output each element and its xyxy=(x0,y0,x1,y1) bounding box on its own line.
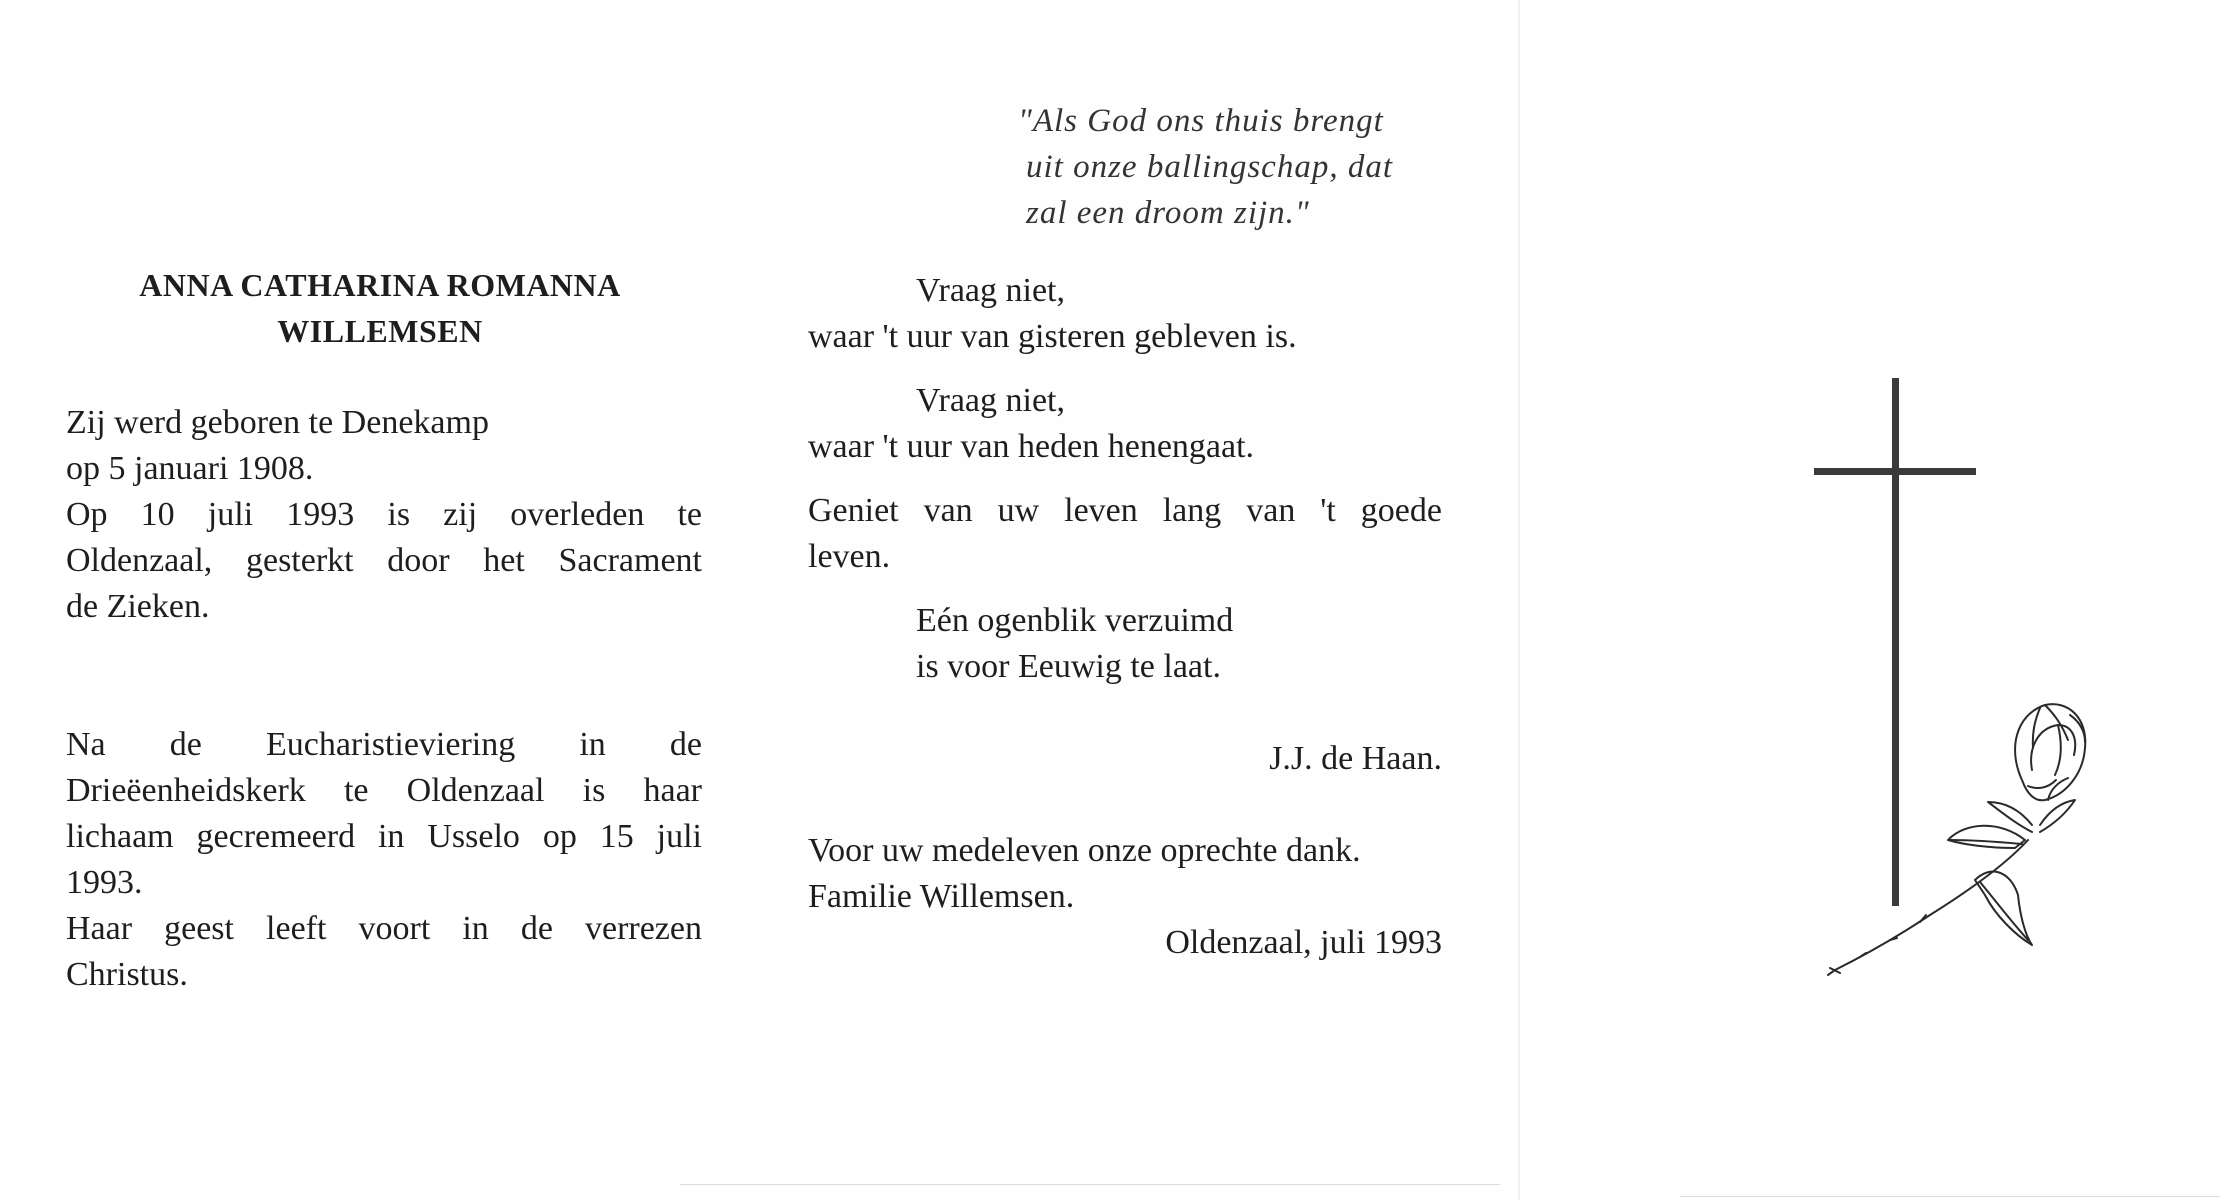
cremation-line1: Na de Eucharistieviering in de xyxy=(66,726,702,763)
birth-line2: op 5 januari 1908. xyxy=(66,450,314,487)
poem-stanza1-line1: Vraag niet, xyxy=(916,272,1065,309)
thanks-line1: Voor uw medeleven onze oprechte dank. xyxy=(808,832,1361,869)
cross-icon xyxy=(1814,378,1976,906)
poem-stanza4-line2: is voor Eeuwig te laat. xyxy=(916,648,1221,685)
poem-stanza3-line1: Geniet van uw leven lang van 't goede xyxy=(808,492,1442,529)
card-fold xyxy=(1518,0,1520,1200)
poem-author: J.J. de Haan. xyxy=(1269,740,1442,777)
quote-line3: zal een droom zijn." xyxy=(1026,195,1310,231)
death-line1: Op 10 juli 1993 is zij overleden te xyxy=(66,496,702,533)
quote-line1: "Als God ons thuis brengt xyxy=(1018,103,1384,139)
deceased-name-line1: ANNA CATHARINA ROMANNA xyxy=(139,267,621,303)
place-date: Oldenzaal, juli 1993 xyxy=(1165,924,1442,961)
card-bottom-edge xyxy=(680,1184,1500,1185)
thanks-line2: Familie Willemsen. xyxy=(808,878,1075,915)
poem-stanza2-line1: Vraag niet, xyxy=(916,382,1065,419)
deceased-name-line2: WILLEMSEN xyxy=(277,313,483,349)
poem-stanza1-line2: waar 't uur van gisteren gebleven is. xyxy=(808,318,1297,355)
spirit-line2: Christus. xyxy=(66,956,188,993)
death-line2: Oldenzaal, gesterkt door het Sacrament xyxy=(66,542,702,579)
cremation-line3: lichaam gecremeerd in Usselo op 15 juli xyxy=(66,818,702,855)
cremation-line4: 1993. xyxy=(66,864,143,901)
death-line3: de Zieken. xyxy=(66,588,210,625)
spirit-line1: Haar geest leeft voort in de verrezen xyxy=(66,910,702,947)
poem-stanza3-line2: leven. xyxy=(808,538,891,575)
poem-stanza2-line2: waar 't uur van heden henengaat. xyxy=(808,428,1255,465)
rose-icon xyxy=(1828,704,2085,975)
quote-line2: uit onze ballingschap, dat xyxy=(1026,149,1393,185)
card-bottom-edge-right xyxy=(1680,1196,2220,1197)
poem-stanza4-line1: Eén ogenblik verzuimd xyxy=(916,602,1234,639)
cross-with-rose xyxy=(1800,370,2100,990)
cremation-line2: Drieëenheidskerk te Oldenzaal is haar xyxy=(66,772,702,809)
birth-line1: Zij werd geboren te Denekamp xyxy=(66,404,489,441)
